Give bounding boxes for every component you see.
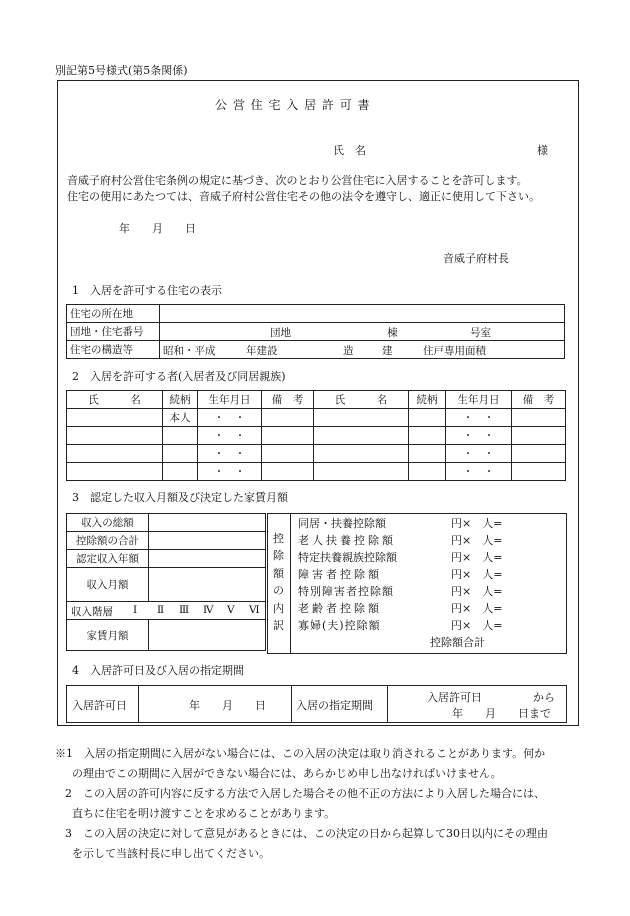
period-box — [66, 685, 567, 723]
monthly-income-value[interactable] — [149, 568, 266, 602]
issuer: 音威子府村長 — [443, 252, 509, 265]
name-cell[interactable] — [67, 427, 163, 445]
class-6[interactable]: Ⅵ — [249, 604, 260, 616]
birth-cell[interactable]: ・ ・ — [198, 463, 262, 481]
deduction-item: 老人扶養控除額 — [298, 534, 396, 547]
col-name-header: 氏 名 — [67, 391, 163, 409]
note-3-line-1: 3 この入居の決定に対して意見があるときには、この決定の日から起算して30日以内にその理由 — [65, 827, 548, 840]
permit-date-value[interactable]: 年 月 日 — [189, 699, 266, 712]
note-2-line-2: 直ちに住宅を明け渡すことを求めることがあります。 — [72, 807, 336, 820]
note-cell[interactable] — [262, 463, 314, 481]
deduction-vertical-label: 控 除 額 の 内 訳 — [273, 532, 284, 633]
relation-cell[interactable] — [409, 463, 446, 481]
birth-cell[interactable]: ・ ・ — [198, 445, 262, 463]
relation-cell[interactable] — [409, 427, 446, 445]
section1-heading: 1 入居を許可する住宅の表示 — [72, 284, 222, 297]
danchi-text: 団地 — [270, 327, 291, 339]
col-note-header: 備 考 — [512, 391, 566, 409]
mune-text: 棟 — [387, 327, 398, 339]
table-row — [67, 409, 566, 427]
period-label: 入居の指定期間 — [296, 699, 373, 712]
table-row — [67, 427, 566, 445]
structure-value[interactable] — [160, 341, 565, 359]
name-cell[interactable] — [67, 445, 163, 463]
era-text: 昭和・平成 — [163, 345, 216, 357]
note-cell[interactable] — [262, 427, 314, 445]
relation-cell[interactable] — [163, 463, 198, 481]
period-kara: から — [533, 691, 555, 704]
col-birth-header: 生年月日 — [198, 391, 262, 409]
residents-table — [66, 390, 566, 481]
name-cell[interactable] — [67, 463, 163, 481]
note-cell[interactable] — [262, 445, 314, 463]
section2-heading: 2 入居を許可する者(入居者及び同居親族) — [72, 370, 286, 383]
deduction-divider — [290, 514, 291, 653]
deduction-item: 同居・扶養控除額 — [298, 517, 386, 530]
birth-cell[interactable]: ・ ・ — [446, 409, 512, 427]
issue-date: 年 月 日 — [119, 222, 196, 235]
note-2-line-1: 2 この入居の許可内容に反する方法で入居した場合その他不正の方法により入居した場合には、 — [65, 787, 545, 800]
income-class-label: 収入階層 — [71, 606, 113, 618]
deduction-list — [298, 515, 397, 634]
housing-number-value[interactable] — [160, 323, 565, 341]
deduction-total-value[interactable] — [149, 532, 266, 550]
zou-text: 造 — [343, 345, 354, 357]
deduction-item: 特定扶養親族控除額 — [298, 551, 397, 564]
income-class-row — [67, 602, 266, 620]
col-note-header: 備 考 — [262, 391, 314, 409]
note-3-line-2: を示して当該村長に申し出てください。 — [72, 847, 270, 860]
period-from[interactable]: 入居許可日 — [427, 691, 482, 704]
col-birth-header: 生年月日 — [446, 391, 512, 409]
col-relation-header: 続柄 — [163, 391, 198, 409]
monthly-income-label: 収入月額 — [67, 568, 149, 602]
name-label: 氏 名 — [333, 144, 366, 157]
rent-value[interactable] — [149, 620, 266, 651]
deduction-sum-label: 控除額合計 — [430, 636, 485, 649]
period-until[interactable]: 年 月 日まで — [452, 707, 551, 720]
intro-line-2: 住宅の使用にあたつては、音威子府村公営住宅その他の法令を遵守し、適正に使用して下さい。 — [67, 190, 540, 203]
birth-cell[interactable]: ・ ・ — [446, 463, 512, 481]
note-cell[interactable] — [512, 427, 566, 445]
class-2[interactable]: Ⅱ — [157, 604, 165, 616]
area-text: 住戸専用面積 — [423, 345, 486, 357]
name-cell[interactable] — [314, 463, 409, 481]
section4-heading: 4 入居許可日及び入居の指定期間 — [72, 664, 244, 677]
total-income-value[interactable] — [149, 514, 266, 532]
class-4[interactable]: Ⅳ — [203, 604, 214, 616]
intro-line-1: 音威子府村公営住宅条例の規定に基づき、次のとおり公営住宅に入居することを許可します。 — [67, 174, 528, 187]
birth-cell[interactable]: ・ ・ — [198, 409, 262, 427]
class-5[interactable]: Ⅴ — [227, 604, 235, 616]
deduction-item: 障害者控除額 — [298, 568, 382, 581]
class-1[interactable]: Ⅰ — [133, 604, 138, 616]
built-text: 年建設 — [246, 345, 278, 357]
class-3[interactable]: Ⅲ — [179, 604, 190, 616]
birth-cell[interactable]: ・ ・ — [198, 427, 262, 445]
housing-number-label: 団地・住宅番号 — [67, 323, 160, 341]
name-cell[interactable] — [314, 409, 409, 427]
name-cell[interactable] — [67, 409, 163, 427]
relation-cell[interactable] — [409, 445, 446, 463]
sama-label: 様 — [537, 144, 548, 157]
birth-cell[interactable]: ・ ・ — [446, 445, 512, 463]
yen-column: 円× 人= 円× 人= 円× 人= 円× 人= 円× 人= 円× 人= 円× 人= — [451, 517, 503, 632]
note-1-line-2: の理由でこの期間に入居ができない場合には、あらかじめ申し出なければいけません。 — [72, 767, 502, 780]
ken-text: 建 — [382, 345, 393, 357]
deduction-item: 特別障害者控除額 — [298, 585, 394, 598]
annual-income-label: 認定収入年額 — [67, 550, 149, 568]
table-row — [67, 445, 566, 463]
note-1-line-1: ※1 入居の指定期間に入居がない場合には、この入居の決定は取り消されることがあります。何か — [55, 747, 546, 760]
section3-heading: 3 認定した収入月額及び決定した家賃月額 — [72, 491, 288, 504]
col-relation-header: 続柄 — [409, 391, 446, 409]
deduction-item: 寡婦(夫)控除額 — [298, 619, 381, 632]
permit-date-label: 入居許可日 — [72, 699, 127, 712]
form-label: 別記第5号様式(第5条関係) — [55, 64, 188, 77]
note-cell[interactable] — [512, 463, 566, 481]
relation-cell[interactable] — [163, 445, 198, 463]
location-value[interactable] — [160, 305, 565, 323]
relation-cell[interactable] — [163, 427, 198, 445]
housing-table — [66, 304, 565, 359]
col-name-header: 氏 名 — [314, 391, 409, 409]
deduction-total-label: 控除額の合計 — [67, 532, 149, 550]
annual-income-value[interactable] — [149, 550, 266, 568]
deduction-item: 老齢者控除額 — [298, 602, 382, 615]
goshitsu-text: 号室 — [470, 327, 491, 339]
location-label: 住宅の所在地 — [67, 305, 160, 323]
deduction-breakdown-box — [267, 513, 567, 654]
income-table — [66, 513, 266, 651]
note-cell[interactable] — [512, 409, 566, 427]
table-row — [67, 463, 566, 481]
structure-label: 住宅の構造等 — [67, 341, 160, 359]
total-income-label: 収入の総額 — [67, 514, 149, 532]
name-cell[interactable] — [314, 445, 409, 463]
birth-cell[interactable]: ・ ・ — [446, 427, 512, 445]
name-cell[interactable] — [314, 427, 409, 445]
relation-cell[interactable] — [409, 409, 446, 427]
relation-cell[interactable]: 本人 — [163, 409, 198, 427]
rent-label: 家賃月額 — [67, 620, 149, 651]
note-cell[interactable] — [262, 409, 314, 427]
note-cell[interactable] — [512, 445, 566, 463]
document-title: 公 営 住 宅 入 居 許 可 書 — [215, 98, 371, 112]
